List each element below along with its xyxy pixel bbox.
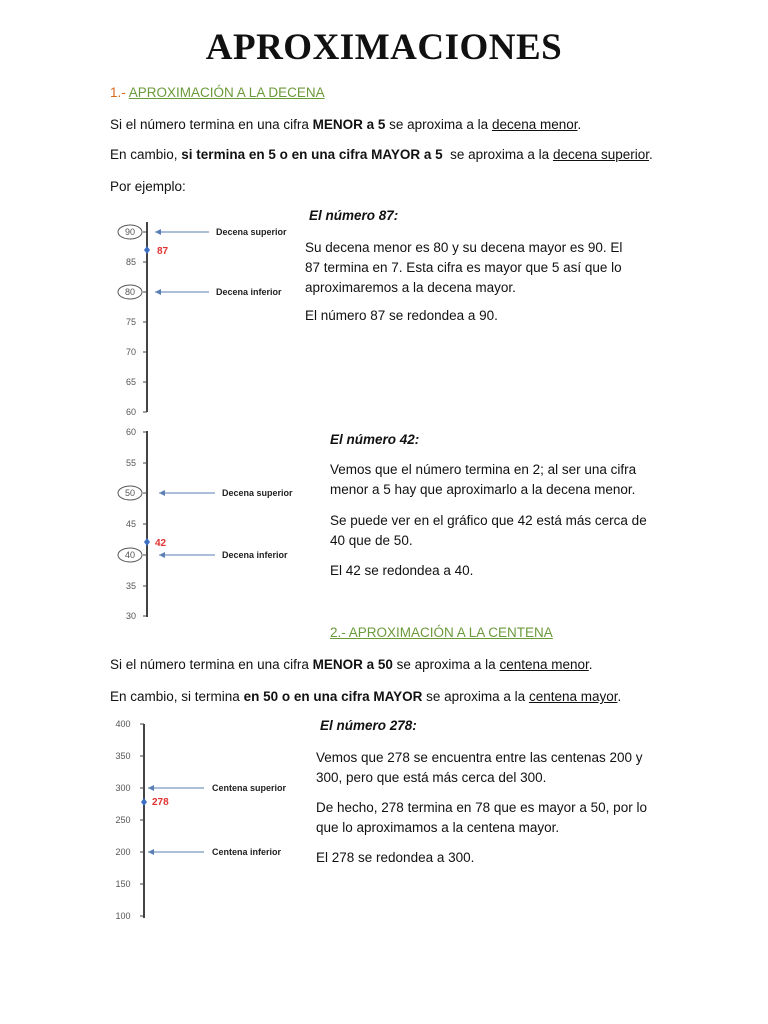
- section1-rule-1: [110, 115, 581, 135]
- tick-35: [126, 581, 147, 591]
- svg-text:60: 60: [125, 407, 137, 417]
- text: En cambio, si termina: [110, 689, 244, 704]
- tick-50: [118, 486, 147, 500]
- tick-200: [115, 847, 144, 857]
- example1-text: Su decena menor es 80 y su decena mayor es 90. El 87 termina en 7. Esta cifra es mayor que 5 así que lo aproximaremos a la decena mayor.: [305, 240, 623, 295]
- tick-55: [126, 458, 147, 468]
- tick-300: [115, 783, 144, 793]
- text: .: [649, 147, 653, 162]
- svg-text:50: 50: [124, 488, 136, 498]
- text: En cambio,: [110, 147, 182, 162]
- svg-text:90: 90: [124, 227, 136, 237]
- example3-explanation: De hecho, 278 termina en 78 que es mayor a 50, por lo que lo aproximamos a la centena mayor.: [316, 800, 647, 835]
- svg-text:85: 85: [125, 257, 137, 267]
- arrow-decena-inferior: [159, 550, 288, 560]
- tick-40: [118, 548, 147, 562]
- text: .: [577, 117, 582, 132]
- page-title: APROXIMACIONES: [205, 27, 563, 68]
- arrow-centena-inferior: [148, 847, 282, 857]
- tick-150: [115, 879, 144, 889]
- svg-text:350: 350: [115, 751, 131, 761]
- svg-text:35: 35: [125, 581, 137, 591]
- svg-text:Centena superior: Centena superior: [212, 783, 287, 793]
- number-line-3: [110, 718, 305, 920]
- svg-text:Decena superior: Decena superior: [216, 227, 287, 237]
- tick-60: [126, 407, 147, 417]
- bold-text: en 50 o en una cifra MAYOR: [243, 689, 423, 704]
- svg-text:30: 30: [125, 611, 137, 621]
- text: se aproxima a la: [385, 117, 492, 132]
- section1-heading: [110, 85, 325, 100]
- section1-heading-text: APROXIMACIÓN A LA DECENA: [128, 85, 325, 100]
- svg-text:Decena superior: Decena superior: [222, 488, 293, 498]
- section2-rule-2: [110, 687, 621, 707]
- example-intro: Por ejemplo:: [110, 179, 186, 194]
- text: .: [588, 657, 593, 672]
- number-line-2: [115, 425, 305, 621]
- svg-text:250: 250: [115, 815, 131, 825]
- tick-30: [126, 611, 147, 621]
- svg-text:80: 80: [124, 287, 136, 297]
- tick-60: [126, 427, 147, 437]
- tick-65: [126, 377, 147, 387]
- svg-text:55: 55: [125, 458, 137, 468]
- tick-350: [115, 751, 144, 761]
- svg-text:Centena inferior: Centena inferior: [212, 847, 282, 857]
- example2-comparison: Se puede ver en el gráfico que 42 está más cerca de 40 que de 50.: [330, 513, 647, 548]
- svg-text:200: 200: [115, 847, 131, 857]
- svg-text:300: 300: [115, 783, 131, 793]
- underlined-text: decena menor: [491, 117, 578, 132]
- tick-70: [126, 347, 147, 357]
- svg-text:65: 65: [125, 377, 137, 387]
- example1-title: El número 87:: [309, 208, 399, 223]
- svg-text:60: 60: [125, 427, 137, 437]
- svg-text:278: 278: [152, 797, 169, 808]
- tick-100: [115, 911, 144, 921]
- text: Si el número termina en una cifra: [110, 657, 313, 672]
- example2-title: El número 42:: [330, 432, 420, 447]
- tick-75: [126, 317, 147, 327]
- example1-result: El número 87 se redondea a 90.: [305, 308, 498, 323]
- tick-85: [126, 257, 147, 267]
- example2-text: Vemos que el número termina en 2; al ser una cifra menor a 5 hay que aproximarlo a la decena menor.: [330, 462, 637, 497]
- example2-result: El 42 se redondea a 40.: [330, 563, 474, 578]
- underlined-text: decena superior: [552, 147, 650, 162]
- bold-text: MENOR a 50: [312, 657, 393, 672]
- underlined-text: centena mayor: [528, 689, 618, 704]
- arrow-decena-inferior: [155, 287, 282, 297]
- example3-text: Vemos que 278 se encuentra entre las centenas 200 y 300, pero que está más cerca del 300.: [316, 750, 643, 785]
- section2-rule-1: [110, 655, 593, 675]
- tick-45: [126, 519, 147, 529]
- section1-rule-2: [110, 145, 653, 165]
- section1-number: 1.-: [110, 85, 126, 100]
- svg-text:70: 70: [125, 347, 137, 357]
- arrow-decena-superior: [159, 488, 293, 498]
- bold-text: si termina en 5 o en una cifra MAYOR a 5: [181, 147, 443, 162]
- svg-text:87: 87: [157, 246, 169, 257]
- svg-text:400: 400: [115, 719, 131, 729]
- example3-result: El 278 se redondea a 300.: [316, 850, 475, 865]
- marker-278: [141, 797, 169, 808]
- section2-heading-text: 2.- APROXIMACIÓN A LA CENTENA: [330, 625, 553, 640]
- tick-90: [118, 225, 147, 239]
- text: se aproxima a la: [422, 689, 529, 704]
- svg-text:Decena inferior: Decena inferior: [222, 550, 288, 560]
- svg-text:150: 150: [115, 879, 131, 889]
- example3-title: El número 278:: [320, 718, 417, 733]
- svg-text:45: 45: [125, 519, 137, 529]
- tick-400: [115, 719, 144, 729]
- arrow-centena-superior: [148, 783, 287, 793]
- svg-text:42: 42: [155, 538, 167, 549]
- number-line-1: [115, 220, 305, 417]
- svg-text:75: 75: [125, 317, 137, 327]
- text: se aproxima a la: [442, 147, 553, 162]
- underlined-text: centena menor: [499, 657, 589, 672]
- svg-text:Decena inferior: Decena inferior: [216, 287, 282, 297]
- svg-text:40: 40: [124, 550, 136, 560]
- text: .: [617, 689, 622, 704]
- svg-text:100: 100: [115, 911, 131, 921]
- bold-text: MENOR a 5: [312, 117, 386, 132]
- section2-heading: [330, 625, 553, 640]
- arrow-decena-superior: [155, 227, 287, 237]
- tick-80: [118, 285, 147, 299]
- tick-250: [115, 815, 144, 825]
- text: Si el número termina en una cifra: [110, 117, 313, 132]
- text: se aproxima a la: [392, 657, 500, 672]
